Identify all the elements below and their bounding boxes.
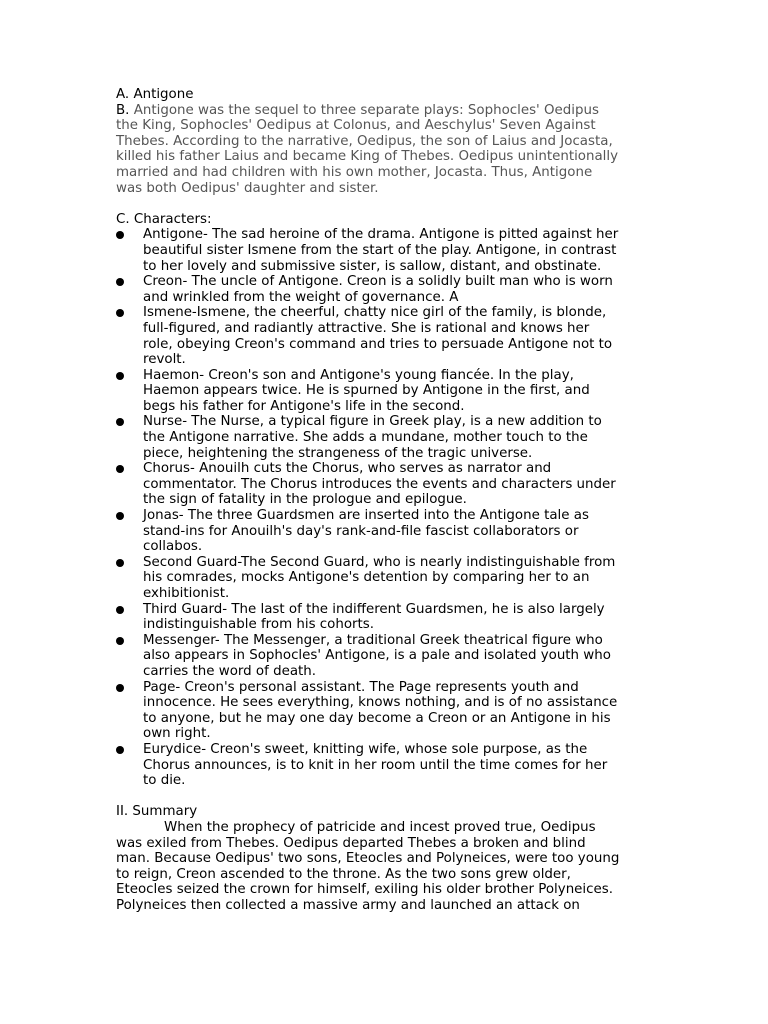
list-item-text: also appears in Sophocles' Antigone, is a pale and isolated youth who [143,648,611,664]
bullet-icon [116,231,124,239]
list-item-text: Antigone- The sad heroine of the drama. Antigone is pitted against her [143,227,619,243]
list-item-text: to die. [143,773,186,789]
list-item [116,508,656,555]
bullet-icon [116,559,124,567]
list-item [116,680,656,742]
bullet-icon [116,372,124,380]
summary-text: was exiled from Thebes. Oedipus departed Thebes a broken and blind [116,835,586,851]
list-item [116,602,656,633]
list-item-text: Eurydice- Creon's sweet, knitting wife, whose sole purpose, as the [143,741,588,757]
list-item [116,742,656,789]
summary-text: Eteocles seized the crown for himself, exiling his older brother Polyneices. [116,882,613,898]
list-item-text: the Antigone narrative. She adds a mundane, mother touch to the [143,430,588,446]
characters-heading: C. Characters: [116,211,212,227]
characters-list [116,227,656,788]
list-item [116,555,656,602]
summary-text: When the prophecy of patricide and incest proved true, Oedipus [164,819,596,835]
section-b-text: killed his father Laius and became King of Thebes. Oedipus unintentionally [116,149,619,165]
list-item-text: collabos. [143,539,203,555]
list-item-text: his comrades, mocks Antigone's detention by comparing her to an [143,570,590,586]
list-item-text: Second Guard-The Second Guard, who is nearly indistinguishable from [143,554,616,570]
list-item-text: Creon- The uncle of Antigone. Creon is a solidly built man who is worn [143,274,613,290]
list-item-text: the sign of fatality in the prologue and epilogue. [143,492,467,508]
list-item-text: innocence. He sees everything, knows nothing, and is of no assistance [143,695,618,711]
list-item [116,227,656,274]
bullet-icon [116,278,124,286]
list-item-text: beautiful sister Ismene from the start of the play. Antigone, in contrast [143,242,617,258]
bullet-icon [116,418,124,426]
list-item-text: Page- Creon's personal assistant. The Page represents youth and [143,679,579,695]
heading-antigone: A. Antigone [116,87,194,102]
list-item [116,368,656,415]
section-b-label: B. [116,102,134,118]
list-item-text: Nurse- The Nurse, a typical figure in Greek play, is a new addition to [143,414,602,430]
summary-text: Polyneices then collected a massive army and launched an attack on [116,897,580,913]
bullet-icon [116,746,124,754]
section-b-text: was both Oedipus' daughter and sister. [116,180,379,196]
list-item-text: Haemon appears twice. He is spurned by Antigone in the first, and [143,383,590,399]
section-b-text: Antigone was the sequel to three separate plays: Sophocles' Oedipus [133,102,599,118]
list-item [116,461,656,508]
list-item [116,305,656,367]
bullet-icon [116,465,124,473]
section-b-text: the King, Sophocles' Oedipus at Colonus, and Aeschylus' Seven Against [116,118,596,134]
summary-text: man. Because Oedipus' two sons, Eteocles and Polyneices, were too young [116,851,620,867]
document-page [116,87,656,913]
list-item-text: to anyone, but he may one day become a Creon or an Antigone in his [143,710,611,726]
list-item-text: and wrinkled from the weight of governance. A [143,289,459,305]
bullet-icon [116,512,124,520]
list-item-text: stand-ins for Anouilh's day's rank-and-file fascist collaborators or [143,523,579,539]
list-item-text: role, obeying Creon's command and tries to persuade Antigone not to [143,336,613,352]
list-item [116,414,656,461]
list-item-text: Jonas- The three Guardsmen are inserted into the Antigone tale as [143,508,589,524]
list-item-text: carries the word of death. [143,663,317,679]
section-b-text: married and had children with his own mother, Jocasta. Thus, Antigone [116,164,593,180]
bullet-icon [116,684,124,692]
summary-heading: II. Summary [116,804,198,820]
list-item-text: Messenger- The Messenger, a traditional Greek theatrical figure who [143,632,603,648]
list-item-text: exhibitionist. [143,586,230,601]
bullet-icon [116,309,124,317]
list-item-text: indistinguishable from his cohorts. [143,617,375,633]
list-item-text: Chorus- Anouilh cuts the Chorus, who serves as narrator and [143,461,552,477]
section-b [116,103,656,197]
summary-text: to reign, Creon ascended to the throne. As the two sons grew older, [116,866,571,882]
list-item [116,633,656,680]
bullet-icon [116,637,124,645]
list-item [116,274,656,305]
list-item-text: full-figured, and radiantly attractive. She is rational and knows her [143,320,590,336]
list-item-text: Ismene-Ismene, the cheerful, chatty nice girl of the family, is blonde, [143,305,607,321]
list-item-text: Third Guard- The last of the indifferent Guardsmen, he is also largely [143,601,605,617]
list-item-text: commentator. The Chorus introduces the events and characters under [143,476,616,492]
summary-paragraph [116,820,656,914]
section-b-text: Thebes. According to the narrative, Oedipus, the son of Laius and Jocasta, [116,133,613,149]
list-item-text: piece, heightening the strangeness of the tragic universe. [143,445,533,461]
list-item-text: revolt. [143,352,186,368]
list-item-text: begs his father for Antigone's life in the second. [143,398,465,414]
list-item-text: Chorus announces, is to knit in her room until the time comes for her [143,757,608,773]
list-item-text: Haemon- Creon's son and Antigone's young fiancée. In the play, [143,367,574,383]
list-item-text: to her lovely and submissive sister, is sallow, distant, and obstinate. [143,258,602,274]
list-item-text: own right. [143,726,211,742]
bullet-icon [116,606,124,614]
